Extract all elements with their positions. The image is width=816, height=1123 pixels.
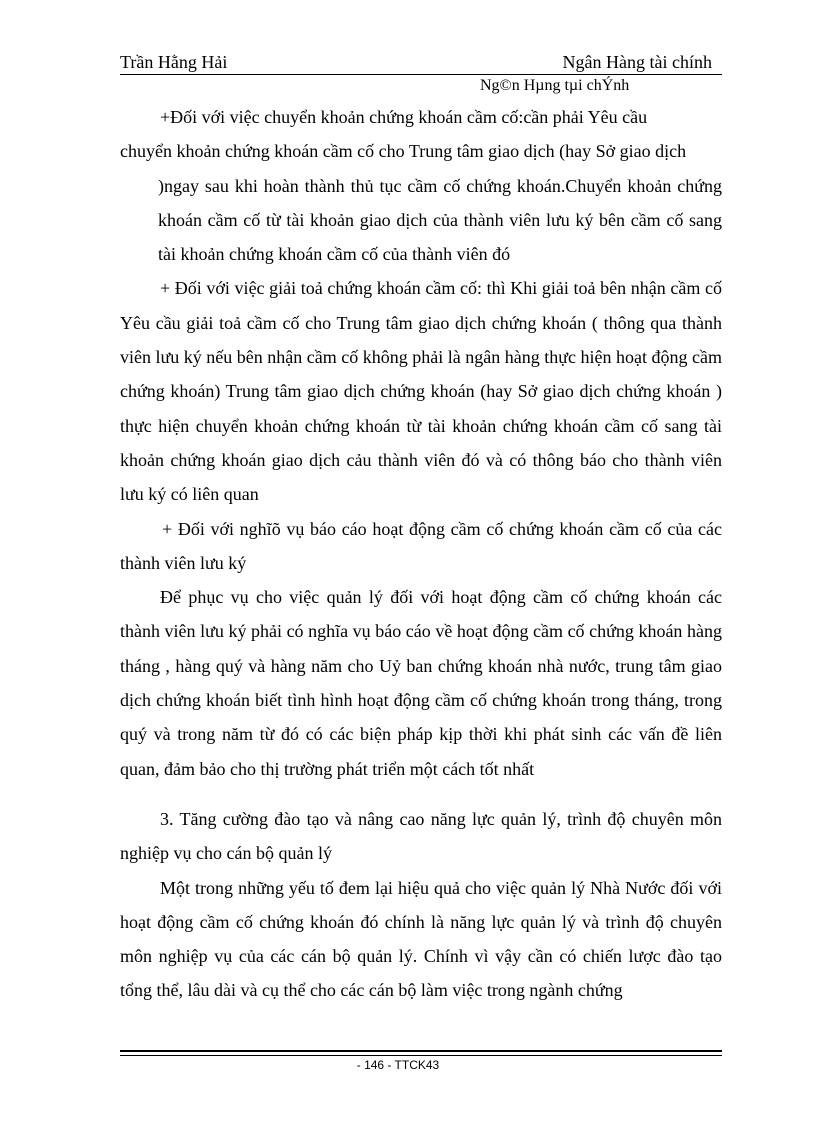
footer-rule-thick — [120, 1050, 722, 1052]
page-footer — [0, 1058, 816, 1072]
paragraph-reporting-purpose: Để phục vụ cho việc quản lý đối với hoạt động cầm cố chứng khoán các thành viên lưu ký phải có nghĩa vụ báo cáo về hoạt động cầm cố chứng khoán hàng tháng , hàng quý và hàng năm cho Uỷ ban chứng khoán nhà nước, trung tâm giao dịch chứng khoán biết tình hình hoạt động cầm cố chứng khoán trong tháng, trong quý và trong năm từ đó có các biện pháp kịp thời khi phát sinh các vấn đề liên quan, đảm bảo cho thị trường phát triển một cách tốt nhất — [120, 587, 722, 779]
header-garbled-subtitle: Ng©n Hµng tµi chÝnh — [480, 77, 630, 94]
header-author: Trần Hằng Hải — [120, 52, 228, 72]
paragraph-transfer-body-text: )ngay sau khi hoàn thành thủ tục cầm cố chứng khoán.Chuyển khoản chứng khoán cầm cố từ tài khoản giao dịch của thành viên lưu ký bên cầm cố sang tài khoản chứng khoán cầm cố của thành viên đó — [158, 175, 722, 265]
header-section: Ngân Hàng tài chính — [562, 52, 712, 72]
paragraph-release: + Đối với việc giải toả chứng khoán cầm cố: thì Khi giải toả bên nhận cầm cố Yêu cầu giải toả cầm cố cho Trung tâm giao dịch chứng khoán ( thông qua thành viên lưu ký nếu bên nhận cầm cố không phải là ngân hàng thực hiện hoạt động cầm chứng khoán) Trung tâm giao dịch chứng khoán (hay Sở giao dịch chứng khoán ) thực hiện chuyển khoản chứng khoán từ tài khoản chứng khoán cầm cố sang tài khoản chứng khoán giao dịch cảu thành viên đó và có thông báo cho thành viên lưu ký có liên quan — [120, 278, 722, 505]
paragraph-transfer-body — [120, 169, 722, 272]
page-number: - 146 - TTCK43 — [356, 1058, 440, 1072]
body-text — [120, 100, 722, 1008]
footer-rule-thin — [120, 1055, 722, 1056]
paragraph-training: Một trong những yếu tố đem lại hiệu quả cho việc quản lý Nhà Nước đối với hoạt động cầm cố chứng khoán đó chính là năng lực quản lý và trình độ chuyên môn nghiệp vụ của các cán bộ quản lý. Chính vì vậy cần có chiến lược đào tạo tổng thể, lâu dài và cụ thể cho các cán bộ làm việc trong ngành chứng — [120, 877, 722, 1001]
section-gap — [120, 786, 722, 802]
page-header — [120, 52, 722, 76]
paragraph-transfer-intro: +Đối với việc chuyển khoản chứng khoán cầm cố:cần phải Yêu cầu — [160, 107, 648, 127]
paragraph-transfer-line2: chuyển khoản chứng khoán cầm cố cho Trung tâm giao dịch (hay Sở giao dịch — [120, 141, 687, 162]
section-heading-training: 3. Tăng cường đào tạo và nâng cao năng lực quản lý, trình độ chuyên môn nghiệp vụ cho cán bộ quản lý — [120, 808, 722, 864]
paragraph-reporting-duty: + Đối với nghĩõ vụ báo cáo hoạt động cầm cố chứng khoán cầm cố của các thành viên lưu ký — [120, 518, 722, 573]
header-rule — [120, 74, 722, 75]
